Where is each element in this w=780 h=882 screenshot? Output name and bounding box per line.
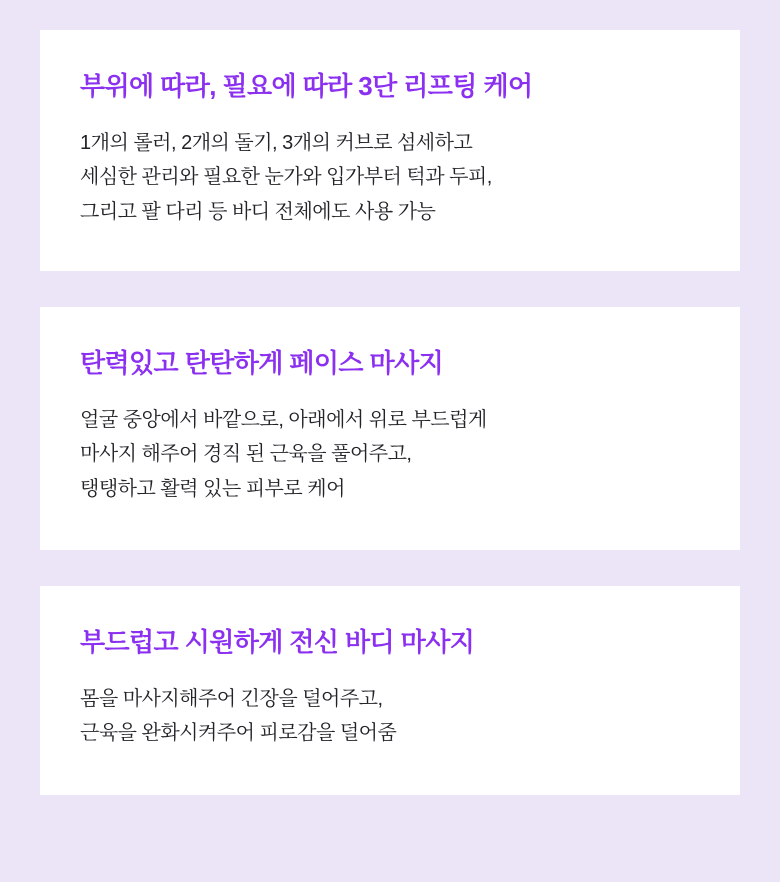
feature-card-body-line: 얼굴 중앙에서 바깥으로, 아래에서 위로 부드럽게 [80, 408, 487, 431]
feature-card-title: 탄력있고 탄탄하게 페이스 마사지 [80, 347, 444, 378]
feature-card-lifting-care [40, 30, 740, 271]
feature-card-body-line: 몸을 마사지해주어 긴장을 덜어주고, [80, 687, 383, 710]
feature-card-title: 부위에 따라, 필요에 따라 3단 리프팅 케어 [80, 71, 533, 101]
feature-card-body-line: 마사지 해주어 경직 된 근육을 풀어주고, [80, 443, 412, 466]
feature-card-body [80, 682, 700, 751]
feature-card-face-massage [40, 307, 740, 550]
feature-card-body-line: 탱탱하고 활력 있는 피부로 케어 [80, 477, 345, 500]
feature-card-title: 부드럽고 시원하게 전신 바디 마사지 [80, 626, 475, 657]
feature-card-body-massage [40, 586, 740, 795]
feature-card-body-line: 1개의 롤러, 2개의 돌기, 3개의 커브로 섬세하고 [80, 131, 473, 154]
feature-card-body [80, 126, 700, 229]
feature-card-body-line: 근육을 완화시켜주어 피로감을 덜어줌 [80, 722, 397, 745]
feature-card-body [80, 403, 700, 506]
feature-card-body-line: 그리고 팔 다리 등 바디 전체에도 사용 가능 [80, 200, 436, 223]
feature-card-body-line: 세심한 관리와 필요한 눈가와 입가부터 턱과 두피, [80, 166, 492, 189]
